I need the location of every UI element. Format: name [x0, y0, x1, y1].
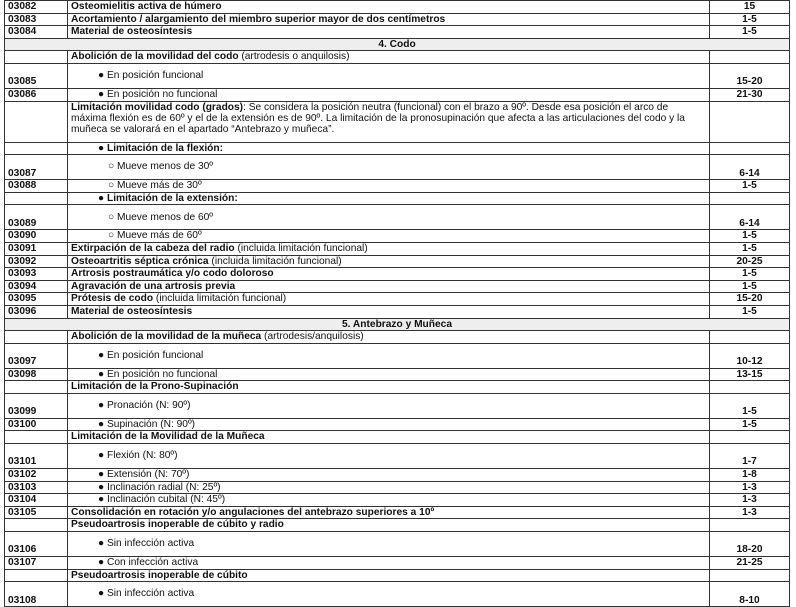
- description-text: Prótesis de codo: [71, 293, 154, 305]
- description-cell: [68, 569, 710, 582]
- points-cell: 1-5: [710, 242, 790, 255]
- table-row: [5, 280, 790, 293]
- description-text: ○ Mueve más de 30º: [108, 180, 202, 192]
- table-row: [5, 557, 790, 570]
- table-row: [5, 26, 790, 39]
- points-cell: 10-12: [710, 343, 790, 368]
- description-text: ● Pronación (N: 90º): [98, 400, 191, 412]
- points-cell: 1-5: [710, 305, 790, 318]
- description-text: Agravación de una artrosis previa: [71, 280, 236, 292]
- points-cell: 21-30: [710, 88, 790, 101]
- code-cell: 03089: [5, 205, 68, 230]
- code-cell: 03105: [5, 506, 68, 519]
- description-cell: [68, 63, 710, 88]
- table-row: [5, 255, 790, 268]
- table-row: [5, 88, 790, 101]
- table-row: [5, 582, 790, 607]
- description-cell: [68, 582, 710, 607]
- points-cell: 1-5: [710, 26, 790, 39]
- table-row: [5, 305, 790, 318]
- points-cell: 1-5: [710, 268, 790, 281]
- description-text: ● Inclinación cubital (N: 45º): [98, 494, 226, 506]
- description-note: : Se considera la posición neutra (funcional) con el brazo a 90º. Desde esa posición el arco de máxima flexión es de 60º y el de la extensión es de 90º. La limitación de la pronosupinación que afecta a las articulaciones del codo y la muñeca se valorará en el apartado “Antebrazo y muñeca”.: [71, 101, 685, 136]
- description-text: ● En posición funcional: [98, 349, 204, 361]
- table-row: [5, 13, 790, 26]
- points-cell: 1-5: [710, 418, 790, 431]
- points-cell: [710, 381, 790, 394]
- table-row: [5, 268, 790, 281]
- description-cell: [68, 88, 710, 101]
- code-cell: 03092: [5, 255, 68, 268]
- code-cell: 03084: [5, 26, 68, 39]
- description-cell: [68, 305, 710, 318]
- description-text: ● Limitación de la flexión:: [98, 142, 224, 154]
- table-row: [5, 101, 790, 142]
- code-cell: 03096: [5, 305, 68, 318]
- code-cell: 03100: [5, 418, 68, 431]
- table-row: [5, 142, 790, 155]
- description-note: (artrodesis/anquilosis): [261, 331, 364, 343]
- points-cell: [710, 431, 790, 444]
- code-cell: 03082: [5, 1, 68, 14]
- description-cell: [68, 155, 710, 180]
- description-text: ○ Mueve menos de 30º: [108, 161, 214, 173]
- code-cell: 03108: [5, 582, 68, 607]
- points-cell: 1-3: [710, 494, 790, 507]
- description-cell: [68, 268, 710, 281]
- table-row: [5, 393, 790, 418]
- description-cell: [68, 532, 710, 557]
- code-cell: 03085: [5, 63, 68, 88]
- points-cell: [710, 569, 790, 582]
- description-note: (incluida limitación funcional): [153, 293, 287, 305]
- table-row: [5, 1, 790, 14]
- code-cell: 03087: [5, 155, 68, 180]
- code-cell: 03097: [5, 343, 68, 368]
- table-row: [5, 205, 790, 230]
- code-cell: 03098: [5, 368, 68, 381]
- table-row: [5, 469, 790, 482]
- code-cell: [5, 381, 68, 394]
- points-cell: 8-10: [710, 582, 790, 607]
- description-text: Material de osteosíntesis: [71, 26, 193, 38]
- points-cell: 1-5: [710, 13, 790, 26]
- description-text: ● En posición no funcional: [98, 368, 218, 380]
- points-cell: 1-3: [710, 481, 790, 494]
- points-cell: 15-20: [710, 293, 790, 306]
- table-row: [5, 155, 790, 180]
- points-cell: 1-7: [710, 444, 790, 469]
- code-cell: [5, 192, 68, 205]
- description-text: Material de osteosíntesis: [71, 305, 193, 317]
- table-row: [5, 63, 790, 88]
- description-cell: [68, 13, 710, 26]
- points-cell: 1-5: [710, 280, 790, 293]
- description-text: ● En posición funcional: [98, 70, 204, 82]
- code-cell: 03091: [5, 242, 68, 255]
- description-text: Limitación de la Prono-Supinación: [71, 381, 239, 393]
- code-cell: 03104: [5, 494, 68, 507]
- description-cell: [68, 192, 710, 205]
- description-cell: [68, 180, 710, 193]
- table-row: [5, 293, 790, 306]
- table-row: [5, 519, 790, 532]
- description-cell: [68, 293, 710, 306]
- code-cell: 03102: [5, 469, 68, 482]
- description-cell: [68, 444, 710, 469]
- description-text: Abolición de la movilidad de la muñeca: [71, 331, 262, 343]
- points-cell: 21-25: [710, 557, 790, 570]
- description-text: ○ Mueve menos de 60º: [108, 211, 214, 223]
- description-text: ○ Mueve más de 60º: [108, 230, 202, 242]
- code-cell: 03083: [5, 13, 68, 26]
- table-row: [5, 51, 790, 64]
- code-cell: 03107: [5, 557, 68, 570]
- description-cell: [68, 494, 710, 507]
- description-text: Pseudoartrosis inoperable de cúbito y radio: [71, 519, 284, 531]
- points-cell: 1-5: [710, 230, 790, 243]
- points-cell: 20-25: [710, 255, 790, 268]
- description-cell: [68, 51, 710, 64]
- scale-table: [4, 0, 790, 607]
- code-cell: 03094: [5, 280, 68, 293]
- description-cell: [68, 469, 710, 482]
- table-row: [5, 343, 790, 368]
- code-cell: [5, 569, 68, 582]
- description-text: ● Inclinación radial (N: 25º): [98, 481, 221, 493]
- code-cell: [5, 101, 68, 142]
- code-cell: 03090: [5, 230, 68, 243]
- table-row: [5, 569, 790, 582]
- description-cell: [68, 26, 710, 39]
- table-row: [5, 532, 790, 557]
- description-cell: [68, 101, 710, 142]
- code-cell: 03093: [5, 268, 68, 281]
- table-row: [5, 192, 790, 205]
- table-body: [5, 1, 790, 607]
- table-row: [5, 418, 790, 431]
- code-cell: 03088: [5, 180, 68, 193]
- table-row: [5, 481, 790, 494]
- code-cell: [5, 331, 68, 344]
- description-text: Artrosis postraumática y/o codo doloroso: [71, 268, 274, 280]
- code-cell: 03101: [5, 444, 68, 469]
- description-cell: [68, 242, 710, 255]
- points-cell: [710, 331, 790, 344]
- description-text: ● En posición no funcional: [98, 88, 218, 100]
- table-row: [5, 180, 790, 193]
- description-text: ● Flexión (N: 80º): [98, 450, 178, 462]
- description-note: (artrodesis o anquilosis): [238, 51, 350, 63]
- description-text: ● Sin infección activa: [98, 538, 195, 550]
- points-cell: 1-5: [710, 180, 790, 193]
- code-cell: 03095: [5, 293, 68, 306]
- description-cell: [68, 506, 710, 519]
- description-cell: [68, 368, 710, 381]
- description-cell: [68, 343, 710, 368]
- description-cell: [68, 481, 710, 494]
- code-cell: [5, 431, 68, 444]
- description-text: Limitación movilidad codo (grados): [71, 101, 244, 113]
- description-note: (incluida limitación funcional): [208, 255, 342, 267]
- points-cell: [710, 51, 790, 64]
- points-cell: 15: [710, 1, 790, 14]
- description-text: Pseudoartrosis inoperable de cúbito: [71, 569, 248, 581]
- description-note: (incluida limitación funcional): [234, 242, 368, 254]
- points-cell: 1-5: [710, 393, 790, 418]
- table-row: [5, 494, 790, 507]
- description-text: Acortamiento / alargamiento del miembro superior mayor de dos centímetros: [71, 13, 446, 25]
- code-cell: 03103: [5, 481, 68, 494]
- code-cell: 03106: [5, 532, 68, 557]
- description-cell: [68, 280, 710, 293]
- section-title: 4. Codo: [5, 38, 790, 51]
- section-title: 5. Antebrazo y Muñeca: [5, 318, 790, 331]
- table-row: [5, 368, 790, 381]
- table-row: [5, 431, 790, 444]
- description-cell: [68, 393, 710, 418]
- description-text: ● Extensión (N: 70º): [98, 469, 190, 481]
- description-cell: [68, 418, 710, 431]
- table-row: [5, 230, 790, 243]
- points-cell: 13-15: [710, 368, 790, 381]
- description-cell: [68, 255, 710, 268]
- description-cell: [68, 1, 710, 14]
- description-cell: [68, 519, 710, 532]
- description-cell: [68, 431, 710, 444]
- code-cell: [5, 51, 68, 64]
- table-row: [5, 381, 790, 394]
- code-cell: 03099: [5, 393, 68, 418]
- table-row: [5, 506, 790, 519]
- description-text: Osteomielitis activa de húmero: [71, 1, 222, 12]
- points-cell: 1-8: [710, 469, 790, 482]
- points-cell: 6-14: [710, 155, 790, 180]
- code-cell: [5, 519, 68, 532]
- description-cell: [68, 381, 710, 394]
- description-text: ● Limitación de la extensión:: [98, 192, 238, 204]
- points-cell: [710, 192, 790, 205]
- description-text: Consolidación en rotación y/o angulaciones del antebrazo superiores a 10º: [71, 506, 435, 518]
- description-cell: [68, 142, 710, 155]
- description-cell: [68, 557, 710, 570]
- table-row: [5, 331, 790, 344]
- description-cell: [68, 331, 710, 344]
- table-row: [5, 242, 790, 255]
- section-row: [5, 318, 790, 331]
- code-cell: 03086: [5, 88, 68, 101]
- description-text: Limitación de la Movilidad de la Muñeca: [71, 431, 265, 443]
- description-cell: [68, 205, 710, 230]
- section-row: [5, 38, 790, 51]
- points-cell: [710, 142, 790, 155]
- points-cell: 6-14: [710, 205, 790, 230]
- points-cell: [710, 519, 790, 532]
- points-cell: 1-3: [710, 506, 790, 519]
- points-cell: 18-20: [710, 532, 790, 557]
- points-cell: 15-20: [710, 63, 790, 88]
- description-text: ● Con infección activa: [98, 557, 199, 569]
- description-text: Extirpación de la cabeza del radio: [71, 242, 235, 254]
- description-text: Abolición de la movilidad del codo: [71, 51, 239, 63]
- points-cell: [710, 101, 790, 142]
- description-text: Osteoartritis séptica crónica: [71, 255, 209, 267]
- description-cell: [68, 230, 710, 243]
- description-text: ● Sin infección activa: [98, 588, 195, 600]
- table-row: [5, 444, 790, 469]
- description-text: ● Supinación (N: 90º): [98, 418, 196, 430]
- code-cell: [5, 142, 68, 155]
